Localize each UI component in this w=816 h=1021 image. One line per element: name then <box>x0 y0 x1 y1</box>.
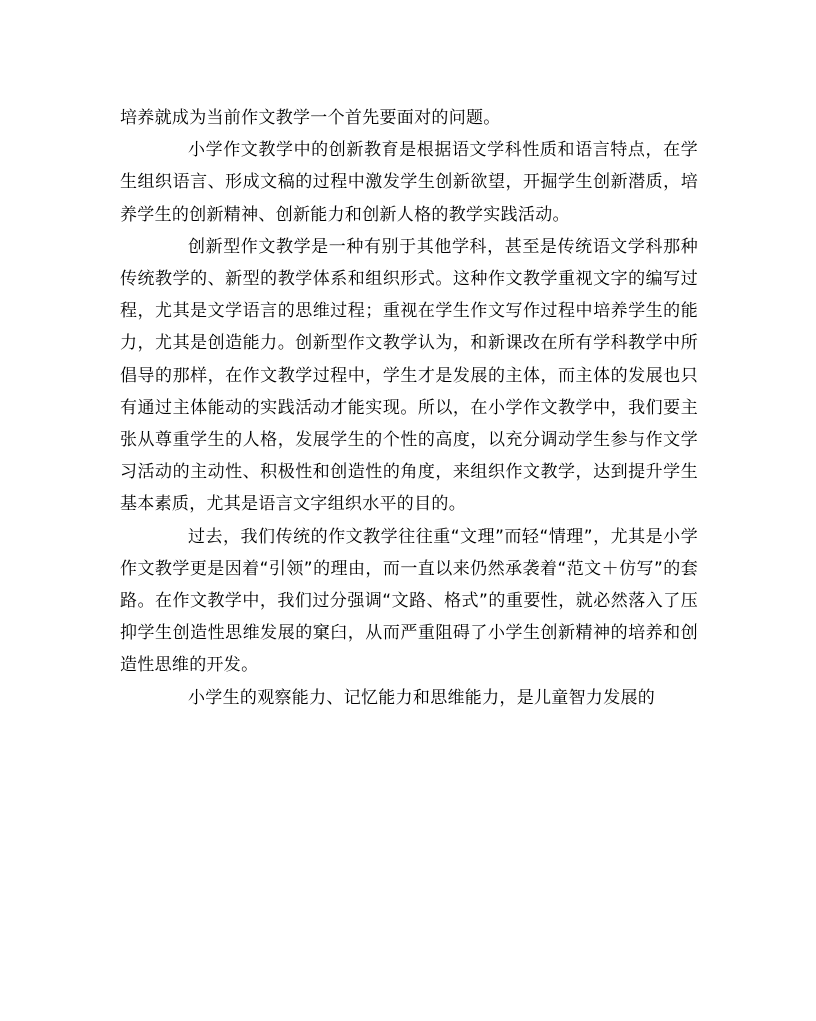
paragraph-continuation: 培养就成为当前作文教学一个首先要面对的问题。 <box>120 108 501 128</box>
document-body <box>120 102 698 714</box>
paragraph-traditional-teaching: 过去，我们传统的作文教学往往重“文理”而轻“情理”，尤其是小学作文教学更是因着“引领”的理由，而一直以来仍然承袭着“范文＋仿写”的套路。在作文教学中，我们过分强调“文路、格式”的重要性，就必然落入了压抑学生创造性思维发展的窠臼，从而严重阻碍了小学生创新精神的培养和创造性思维的开发。 <box>120 526 698 676</box>
paragraph-innovation-education: 小学作文教学中的创新教育是根据语文学科性质和语言特点，在学生组织语言、形成文稿的过程中激发学生创新欲望，开掘学生创新潜质，培养学生的创新精神、创新能力和创新人格的教学实践活动。 <box>120 140 698 225</box>
paragraph-innovative-teaching: 创新型作文教学是一种有别于其他学科，甚至是传统语文学科那种传统教学的、新型的教学体系和组织形式。这种作文教学重视文字的编写过程，尤其是文学语言的思维过程；重视在学生作文写作过程中培养学生的能力，尤其是创造能力。创新型作文教学认为，和新课改在所有学科教学中所倡导的那样，在作文教学过程中，学生才是发展的主体，而主体的发展也只有通过主体能动的实践活动才能实现。所以，在小学作文教学中，我们要主张从尊重学生的人格，发展学生的个性的高度，以充分调动学生参与作文学习活动的主动性、积极性和创造性的角度，来组织作文教学，达到提升学生基本素质，尤其是语言文字组织水平的目的。 <box>120 236 698 515</box>
paragraph-student-abilities: 小学生的观察能力、记忆能力和思维能力，是儿童智力发展的 <box>188 687 656 708</box>
